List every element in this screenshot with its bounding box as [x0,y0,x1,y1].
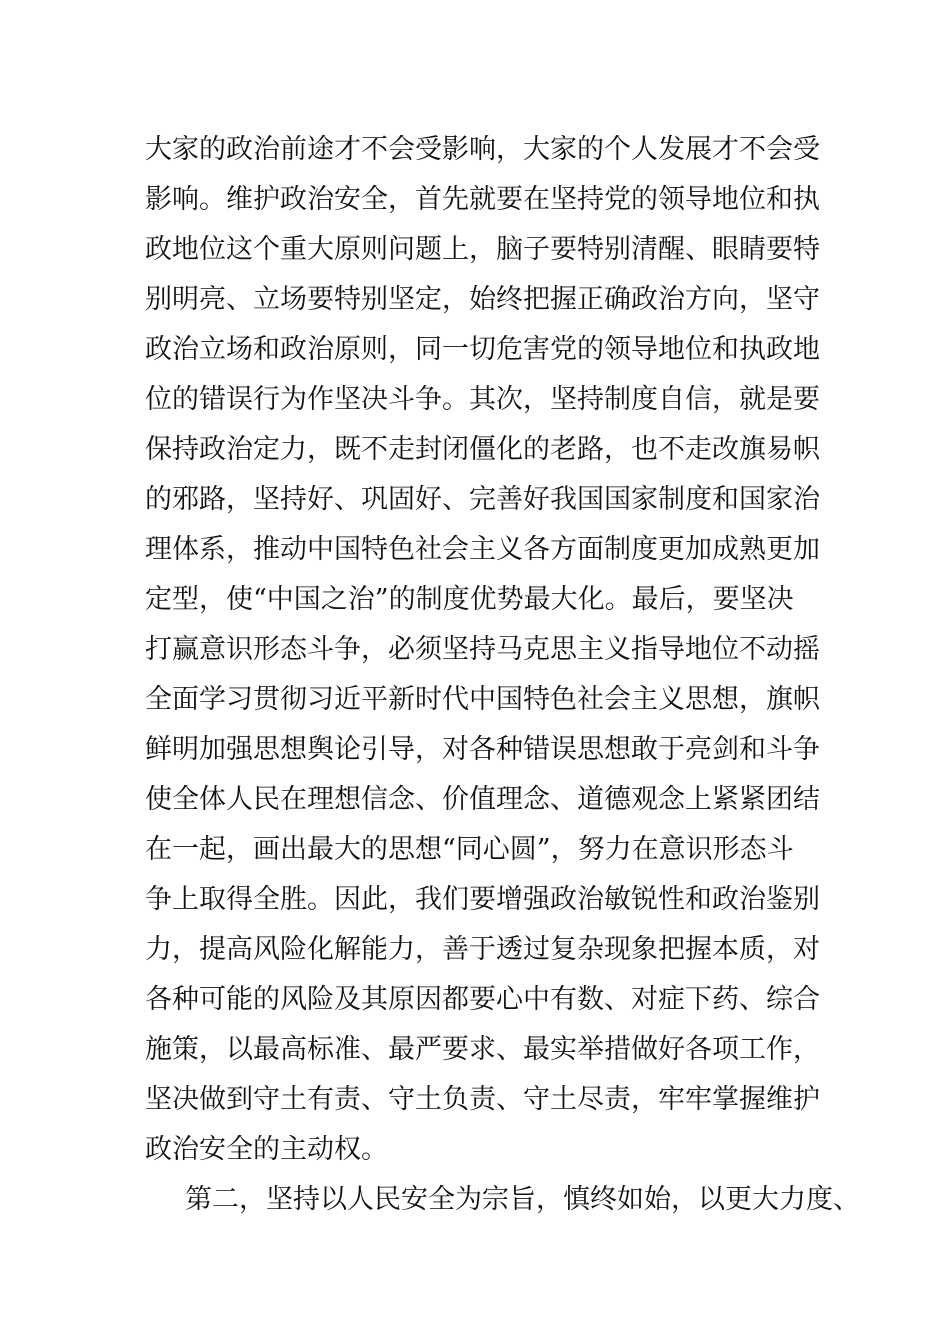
text-line: 政地位这个重大原则问题上，脑子要特别清醒、眼睛要特 [145,234,820,265]
text-line: 打赢意识形态斗争，必须坚持马克思主义指导地位不动摇 [145,634,820,665]
text-line: 使全体人民在理想信念、价值理念、道德观念上紧紧团结 [145,784,820,815]
text-line: 争上取得全胜。因此，我们要增强政治敏锐性和政治鉴别 [145,884,820,915]
text-line: 定型，使“中国之治”的制度优势最大化。最后，要坚决 [145,584,794,615]
text-line: 影响。维护政治安全，首先就要在坚持党的领导地位和执 [145,184,820,215]
text-line: 坚决做到守土有责、守土负责、守土尽责，牢牢掌握维护 [145,1084,820,1115]
paragraph-first-line: 第二，坚持以人民安全为宗旨，慎终如始，以更大力度、 [185,1184,860,1215]
text-line: 全面学习贯彻习近平新时代中国特色社会主义思想，旗帜 [145,684,820,715]
text-line: 在一起，画出最大的思想“同心圆”，努力在意识形态斗 [145,834,794,865]
text-line: 位的错误行为作坚决斗争。其次，坚持制度自信，就是要 [145,384,820,415]
text-line: 施策，以最高标准、最严要求、最实举措做好各项工作， [145,1034,820,1065]
text-line: 鲜明加强思想舆论引导，对各种错误思想敢于亮剑和斗争 [145,734,820,765]
text-line: 政治立场和政治原则，同一切危害党的领导地位和执政地 [145,334,820,365]
text-line: 的邪路，坚持好、巩固好、完善好我国国家制度和国家治 [145,484,820,515]
text-line: 力，提高风险化解能力，善于透过复杂现象把握本质，对 [145,934,820,965]
text-line: 别明亮、立场要特别坚定，始终把握正确政治方向，坚守 [145,284,820,315]
text-line: 大家的政治前途才不会受影响，大家的个人发展才不会受 [145,134,820,165]
text-line: 政治安全的主动权。 [145,1134,388,1165]
text-line: 理体系，推动中国特色社会主义各方面制度更加成熟更加 [145,534,820,565]
text-line: 保持政治定力，既不走封闭僵化的老路，也不走改旗易帜 [145,434,820,465]
text-line: 各种可能的风险及其原因都要心中有数、对症下药、综合 [145,984,820,1015]
